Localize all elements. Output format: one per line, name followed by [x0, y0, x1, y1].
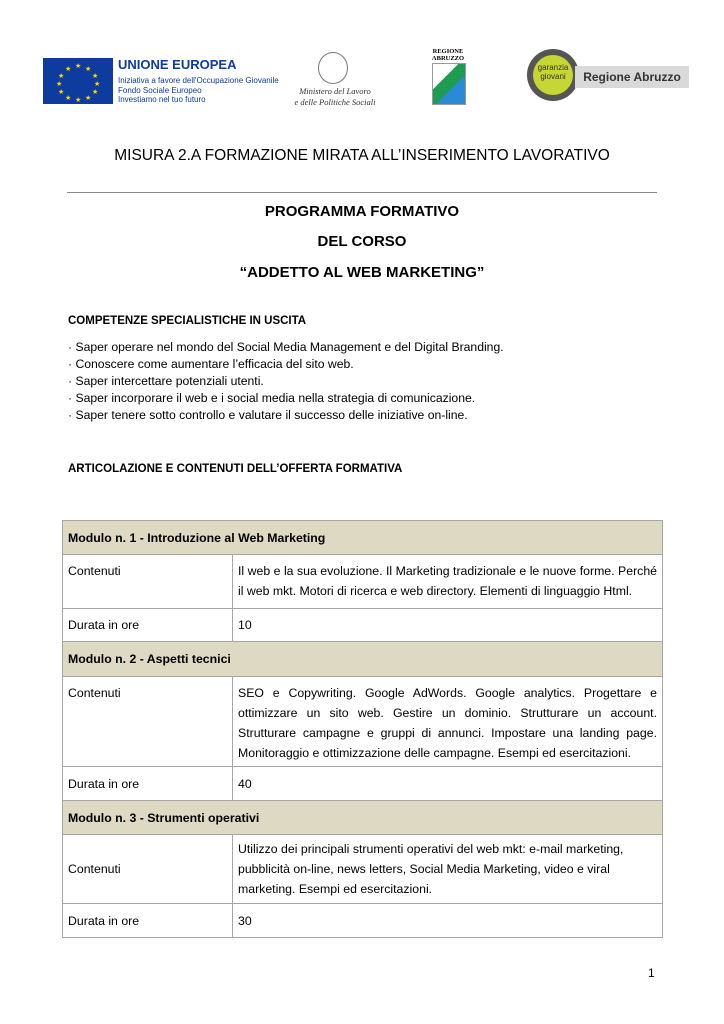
module-header-row	[63, 521, 663, 555]
table-row	[63, 677, 663, 767]
course-title-line: DEL CORSO	[317, 233, 407, 250]
region-shield-icon	[432, 63, 466, 105]
eu-flag-logo: ★ ★ ★ ★ ★ ★ ★ ★ ★ ★ ★ ★	[43, 58, 113, 104]
module-contents: SEO e Copywriting. Google AdWords. Google analytics. Progettare e ottimizzare un sito web. Gestire un dominio. Strutturare un account. Strutturare campagne e gruppi di annunci. Impostare una landing page. Monitoraggio e ottimizzazione delle campagne. Esempi ed esercitazioni.	[233, 677, 663, 767]
ministry-logo-text: Ministero del Lavoro e delle Politiche Sociali	[294, 86, 376, 107]
competenza-item: · Conoscere come aumentare l’efficacia del sito web.	[68, 357, 354, 371]
italian-emblem-icon	[318, 52, 348, 84]
eu-title: UNIONE EUROPEA	[118, 57, 237, 72]
module-contents: Il web e la sua evoluzione. Il Marketing tradizionale e le nuove forme. Perché il web mkt. Motori di ricerca e web directory. Elementi di linguaggio Html.	[233, 555, 663, 609]
eu-line: Investiamo nel tuo futuro	[118, 95, 206, 104]
competenza-item: · Saper tenere sotto controllo e valutare il successo delle iniziative on-line.	[68, 408, 468, 422]
competenza-item: · Saper operare nel mondo del Social Media Management e del Digital Branding.	[68, 340, 504, 354]
module-title: Modulo n. 3 - Strumenti operativi	[63, 801, 663, 835]
row-label: Contenuti	[63, 555, 233, 609]
regione-abruzzo-label: Regione Abruzzo	[575, 66, 689, 88]
row-label: Durata in ore	[63, 904, 233, 938]
garanzia-giovani-text: garanzia giovani	[533, 55, 573, 95]
module-hours: 30	[233, 904, 663, 938]
divider	[67, 192, 657, 193]
competenza-item: · Saper intercettare potenziali utenti.	[68, 374, 264, 388]
module-header-row	[63, 801, 663, 835]
row-label: Contenuti	[63, 677, 233, 767]
competenza-item: · Saper incorporare il web e i social media nella strategia di comunicazione.	[68, 391, 476, 405]
module-contents: Utilizzo dei principali strumenti operativi del web mkt: e-mail marketing, pubblicità on-line, news letters, Social Media Marketing, video e viral marketing. Esempi ed esercitazioni.	[233, 835, 663, 904]
module-hours: 40	[233, 767, 663, 801]
eu-line: Iniziativa a favore dell'Occupazione Giovanile	[118, 76, 279, 85]
region-logo-text: REGIONE ABRUZZO	[431, 48, 465, 62]
modules-table	[62, 520, 663, 938]
row-label: Contenuti	[63, 835, 233, 904]
articolazione-heading: ARTICOLAZIONE E CONTENUTI DELL’OFFERTA FORMATIVA	[68, 463, 403, 475]
misura-heading: MISURA 2.A FORMAZIONE MIRATA ALL’INSERIMENTO LAVORATIVO	[114, 147, 610, 164]
module-header-row	[63, 642, 663, 677]
row-label: Durata in ore	[63, 609, 233, 642]
table-row	[63, 555, 663, 609]
table-row	[63, 904, 663, 938]
module-title: Modulo n. 1 - Introduzione al Web Marketing	[63, 521, 663, 555]
table-row	[63, 767, 663, 801]
table-row	[63, 835, 663, 904]
table-row	[63, 609, 663, 642]
course-title-line: PROGRAMMA FORMATIVO	[264, 203, 460, 220]
page-number: 1	[648, 966, 655, 980]
module-title: Modulo n. 2 - Aspetti tecnici	[63, 642, 663, 677]
eu-line: Fondo Sociale Europeo	[118, 86, 202, 95]
competenze-heading: COMPETENZE SPECIALISTICHE IN USCITA	[68, 315, 307, 327]
row-label: Durata in ore	[63, 767, 233, 801]
module-hours: 10	[233, 609, 663, 642]
course-title-line: “ADDETTO AL WEB MARKETING”	[239, 264, 485, 281]
